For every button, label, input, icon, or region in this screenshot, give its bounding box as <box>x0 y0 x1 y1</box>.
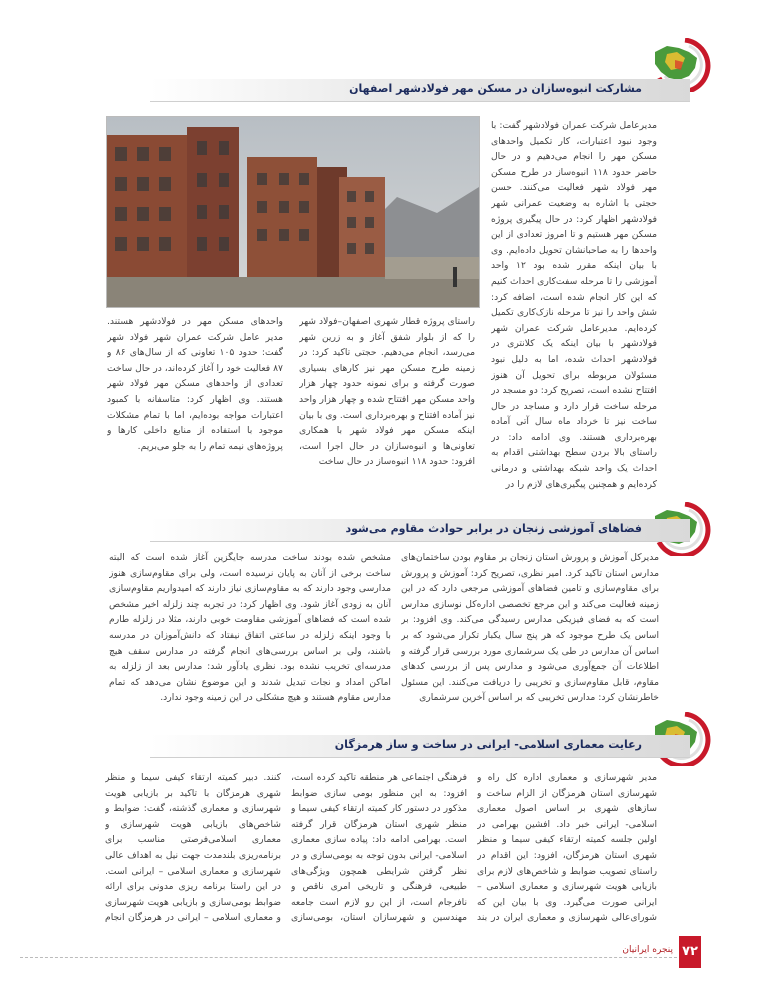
page-number: ۷۲ <box>679 936 701 968</box>
section-header-2 <box>150 519 690 542</box>
section3-column-3 <box>105 770 281 926</box>
section3-column-1 <box>477 770 657 926</box>
section3-column-2 <box>291 770 467 926</box>
section-title-1: مشارکت انبوه‌سازان در مسکن مهر فولادشهر اصفهان <box>349 82 642 95</box>
paragraph: مدیر شهرسازی و معماری اداره کل راه و شهرسازی استان هرمزگان از الزام ساخت و سازهای شهری بر اساس اصول معماری اسلامی- ایرانی خبر داد. افشین بهرامی در اولین جلسه کمیته ارتقاء کیفی سیما و منظر شهری استان هرمزگان، افزود: این اقدام در راستای تصویب ضوابط و شاخص‌های لازم برای بازیابی هویت شهرسازی و معماری اسلامی – ایرانی صورت می‌گیرد. وی با بیان این که شورای‌عالی شهرسازی و معماری ایران در بند <box>477 772 657 924</box>
paragraph: مدیرکل آموزش و پرورش استان زنجان بر مقاوم بودن ساختمان‌های مدارس استان تاکید کرد. امیر نظری، تصریح کرد: آموزش و پرورش برای مقاوم‌سازی و تامین فضاهای آموزشی مرجعی دارد که در این زمینه فعالیت می‌کند و این مرجع تخصصی اداره‌کل نوسازی مدارس است که به فضای فیزیکی مدارس رسیدگی می‌کند. وی افزود: بر اساس یک طرح موجود که هر پنج سال یکبار تکرار می‌شود که بر اساس آن مدارس در طی یک سرشماری مورد بررسی قرار گرفته و اطلاعات آن جمع‌آوری می‌شود و مدارس پس از بررسی کدهای مقاوم، قابل مقاوم‌سازی و تخریبی را دریافت می‌کنند. این مسئول خاطرنشان کرد: مدارس تخریبی که بر اساس آخرین سرشماری <box>401 552 659 704</box>
building-photo <box>106 116 480 308</box>
paragraph: کنند. دبیر کمیته ارتقاء کیفی سیما و منظر شهری هرمزگان با تاکید بر بازیابی هویت شهرسازی و معماری گذشته، گفت: ضوابط و شاخص‌های بازیابی هویت شهرسازی و معماری اسلامی‌فرصتی مناسب برای برنامه‌ریزی بلندمدت جهت نیل به اهداف عالی شهرسازی و معماری اسلامی – ایرانی است. در این راستا برنامه ریزی مدونی برای ارائه ضوابط بومی‌سازی و بازیابی هویت شهرسازی و معماری اسلامی – ایرانی در هرمزگان انجام <box>105 772 281 924</box>
section-header-3 <box>150 735 690 758</box>
section-title-3: رعایت معماری اسلامی- ایرانی در ساخت و ساز هرمزگان <box>334 738 642 751</box>
section1-column-1 <box>491 118 657 492</box>
paragraph: واحدهای مسکن مهر در فولادشهر هستند. مدیر عامل شرکت عمران شهر فولاد شهر گفت: حدود ۱۰۵ تعاونی که از سال‌های ۸۶ و ۸۷ فعالیت خود را آغاز کرده‌اند، در حال ساخت تعدادی از واحدهای مسکن مهر فولاد شهر هستند. وی اظهار کرد: متاسفانه با کمبود اعتبارات مواجه بوده‌ایم، اما با تمام مشکلات موجود با استفاده از منابع داخلی کارها و پروژه‌های نیمه تمام را به جلو می‌بریم. <box>107 316 283 452</box>
publication-name: پنجره ایرانیان <box>622 945 673 955</box>
section2-column-1 <box>401 550 659 712</box>
paragraph: راستای پروژه قطار شهری اصفهان–فولاد شهر را که از بلوار شفق آغاز و به زرین شهر می‌رسد، انجام می‌دهیم. حجتی تاکید کرد: در زمینه طرح مسکن مهر نیز کارهای بسیاری صورت گرفته و برای نمونه حدود چهار هزار واحد مسکن مهر افتتاح شده و چهار هزار واحد نیز آماده افتتاح و بهره‌برداری است. وی با بیان اینکه مسکن مهر فولاد شهر با همکاری تعاونی‌ها و انبوه‌سازان در حال اجرا است، افزود: حدود ۱۱۸ انبوه‌ساز در حال ساخت <box>299 316 475 468</box>
section1-column-2 <box>299 314 475 484</box>
paragraph: مشخص شده بودند ساخت مدرسه جایگزین آغاز شده است که البته ساخت برخی از آنان به پایان نرسیده است، ولی برای مقاوم‌سازی هنوز مدارسی وجود دارند که به مقاوم‌سازی نیاز دارند که امیدواریم مقاوم‌سازی آنان به زودی آغاز شود. وی اظهار کرد: در تجربه چند زلزله اخیر مشخص شده است که فضاهای آموزشی مقاومت خوبی دارند، مثلا در زلزله طارم با وجود اینکه زلزله در ساعتی اتفاق نیفتاد که دانش‌آموزان در مدرسه باشند، ولی بر اساس بررسی‌های انجام گرفته در مدارس سقف هیچ مدرسه‌ای تخریب نشده بود. نظری یادآور شد: مدارس بعد از زلزله به اماکن امداد و نجات تبدیل شدند و این موضوع نشان می‌دهد که تمام مدارس مقاوم هستند و هیچ مشکلی در این زمینه وجود ندارد. <box>109 552 391 704</box>
footer-divider <box>20 957 677 958</box>
paragraph: مدیرعامل شرکت عمران فولادشهر گفت: با وجود نبود اعتبارات، کار تکمیل واحدهای مسکن مهر را انجام می‌دهیم و در حال حاضر حدود ۱۱۸ انبوه‌ساز در طرح مسکن مهر فولاد شهر فعالیت می‌کنند. حسن حجتی با اشاره به وضعیت عمرانی شهر فولادشهر اظهار کرد: در حال پیگیری پروژه مسکن مهر هستیم و تا امروز تعدادی از این واحدها را به صاحبانشان تحویل داده‌ایم. وی با بیان اینکه مقرر شده بود ۱۲ واحد آموزشی را تا مرحله سفت‌کاری احداث کنیم که این کار انجام شده است، اضافه کرد: شش واحد را نیز تا مرحله نازک‌کاری تکمیل کرده‌ایم. مدیرعامل شرکت عمران شهر فولادشهر با بیان اینکه یک کلانتری در فولادشهر احداث شده، اما به دلیل نبود مسئولان مربوطه برای تحویل آن هنوز افتتاح نشده است، تصریح کرد: دو مسجد در مرحله ساخت قرار دارد و مساجد در حال ساخت نیز تا خرداد ماه سال آتی آماده بهره‌برداری هستند. وی ادامه داد: در راستای بالا بردن سطح بهداشتی اقدام به احداث یک واحد شبکه بهداشتی و درمانی کرده‌ایم و همچنین پیگیری‌های لازم را در <box>491 120 657 490</box>
section1-column-3 <box>107 314 283 484</box>
paragraph: فرهنگی اجتماعی هر منطقه تاکید کرده است، افزود: به این منظور بومی سازی ضوابط مذکور در دستور کار کمیته ارتقاء کیفی سیما و منظر شهری استان هرمزگان قرار گرفته است. بهرامی ادامه داد: پیاده سازی معماری اسلامی- ایرانی بدون توجه به بومی‌سازی و در نظر گرفتن شرایطی همچون ویژگی‌های طبیعی، فرهنگی و تاریخی امری ناقص و نافرجام است، از این رو لازم است جامعه مهندسین و شهرسازان استان، بومی‌سازی <box>291 772 467 924</box>
section-header-1 <box>150 79 690 102</box>
section-title-2: فضاهای آموزشی زنجان در برابر حوادث مقاوم می‌شود <box>345 522 642 535</box>
section2-column-2 <box>109 550 391 712</box>
